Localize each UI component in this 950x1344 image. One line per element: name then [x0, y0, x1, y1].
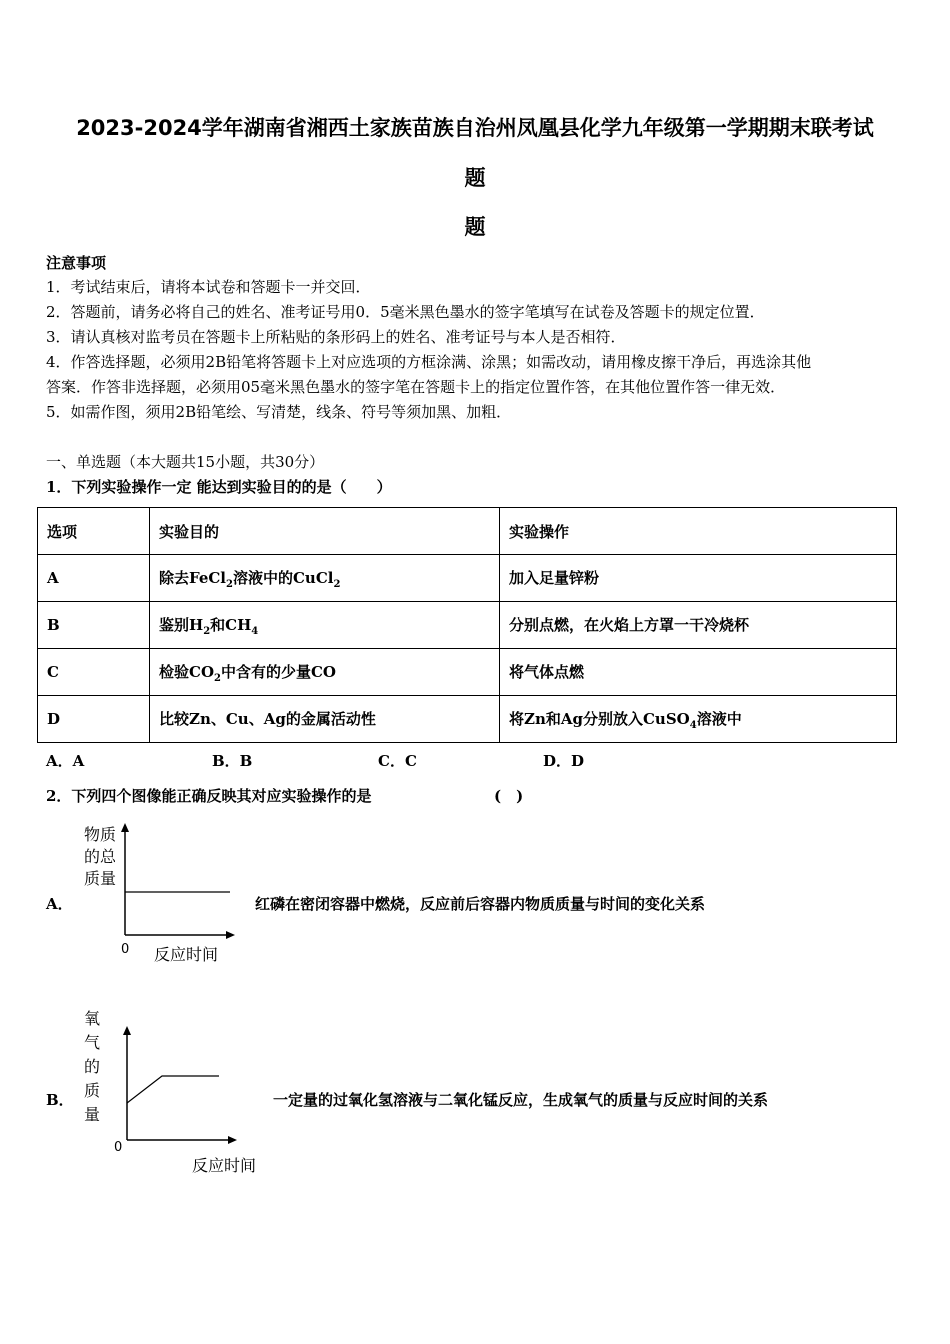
row-operation: 将气体点燃 — [500, 649, 897, 696]
table-row — [38, 649, 897, 696]
graph-a-x-arrow — [226, 931, 235, 939]
row-operation: 分别点燃，在火焰上方罩一干冷烧杯 — [500, 602, 897, 649]
notice-item: 2．答题前，请务必将自己的姓名、准考证号用0．5毫米黑色墨水的签字笔填写在试卷及答题卡的规定位置． — [46, 303, 765, 321]
row-goal: 检验$CO_2$中含有的少量CO — [150, 649, 500, 696]
notice-heading: 注意事项 — [46, 254, 107, 272]
graph-b-plot — [117, 1023, 242, 1148]
graph-b-ylabel: 氧 气 的 质 量 — [84, 1009, 101, 1124]
header-goal: 实验目的 — [150, 508, 500, 555]
header-option: 选项 — [38, 508, 150, 555]
graph-b-origin: 0 — [114, 1140, 123, 1155]
graph-b-y-arrow — [123, 1026, 131, 1035]
row-option: B — [38, 602, 150, 649]
graph-a-origin: 0 — [121, 942, 130, 957]
choice-a: A．A — [46, 752, 85, 770]
row-goal: 鉴别$H_2$和$CH_4$ — [150, 602, 500, 649]
question-1-stem: 1．下列实验操作一定 能达到实验目的的是（ ） — [46, 478, 392, 496]
notice-item: 5．如需作图，须用2B铅笔绘、写清楚，线条、符号等须加黑、加粗． — [46, 403, 512, 421]
graph-b-curve — [127, 1076, 219, 1103]
table-row — [38, 602, 897, 649]
question-2-stem: 2．下列四个图像能正确反映其对应实验操作的是 — [46, 787, 372, 805]
table-row — [38, 555, 897, 602]
graph-b-x-arrow — [228, 1136, 237, 1144]
graph-a-ylabel: 物质 的总 质量 — [84, 825, 117, 888]
graph-b-description: 一定量的过氧化氢溶液与二氧化锰反应，生成氧气的质量与反应时间的关系 — [273, 1091, 769, 1109]
choice-b: B．B — [212, 752, 253, 770]
graph-a-y-arrow — [121, 823, 129, 832]
row-option: D — [38, 696, 150, 743]
section-heading: 一、单选题（本大题共15小题，共30分） — [46, 453, 325, 471]
graph-b-xlabel: 反应时间 — [192, 1156, 257, 1175]
row-operation: 将Zn和Ag分别放入CuSO$_4$溶液中 — [500, 696, 897, 743]
row-option: A — [38, 555, 150, 602]
row-operation: 加入足量锌粉 — [500, 555, 897, 602]
notice-item: 3．请认真核对监考员在答题卡上所粘贴的条形码上的姓名、准考证号与本人是否相符． — [46, 328, 626, 346]
exam-title-line2: 题 — [464, 166, 486, 190]
notice-item: 4．作答选择题，必须用2B铅笔将答题卡上对应选项的方框涂满、涂黑；如需改动，请用橡皮擦干净后，再选涂其他 — [46, 353, 812, 371]
graph-a-description: 红磷在密闭容器中燃烧，反应前后容器内物质质量与时间的变化关系 — [255, 895, 706, 913]
exam-title-line1: 2023-2024学年湖南省湘西土家族苗族自治州凤凰县化学九年级第一学期期末联考试 — [76, 116, 874, 140]
graph-a-xlabel: 反应时间 — [154, 945, 219, 964]
graph-b-label: B． — [46, 1091, 74, 1109]
notice-item: 答案．作答非选择题，必须用05毫米黑色墨水的签字笔在答题卡上的指定位置作答，在其他位置作答一律无效． — [46, 378, 786, 396]
row-goal: 比较Zn、Cu、Ag的金属活动性 — [150, 696, 500, 743]
choice-d: D．D — [543, 752, 585, 770]
table-header-row — [38, 508, 897, 555]
question-2-paren: ( ) — [494, 787, 524, 805]
choice-c: C．C — [378, 752, 417, 770]
graph-a-label: A． — [46, 895, 73, 913]
graph-a-plot — [115, 820, 240, 945]
row-option: C — [38, 649, 150, 696]
notice-item: 1．考试结束后，请将本试卷和答题卡一并交回． — [46, 278, 371, 296]
table-row — [38, 696, 897, 743]
row-goal: 除去FeCl$_2$溶液中的CuCl$_2$ — [150, 555, 500, 602]
exam-title-line3: 题 — [464, 215, 486, 239]
experiment-table — [37, 507, 897, 743]
header-operation: 实验操作 — [500, 508, 897, 555]
